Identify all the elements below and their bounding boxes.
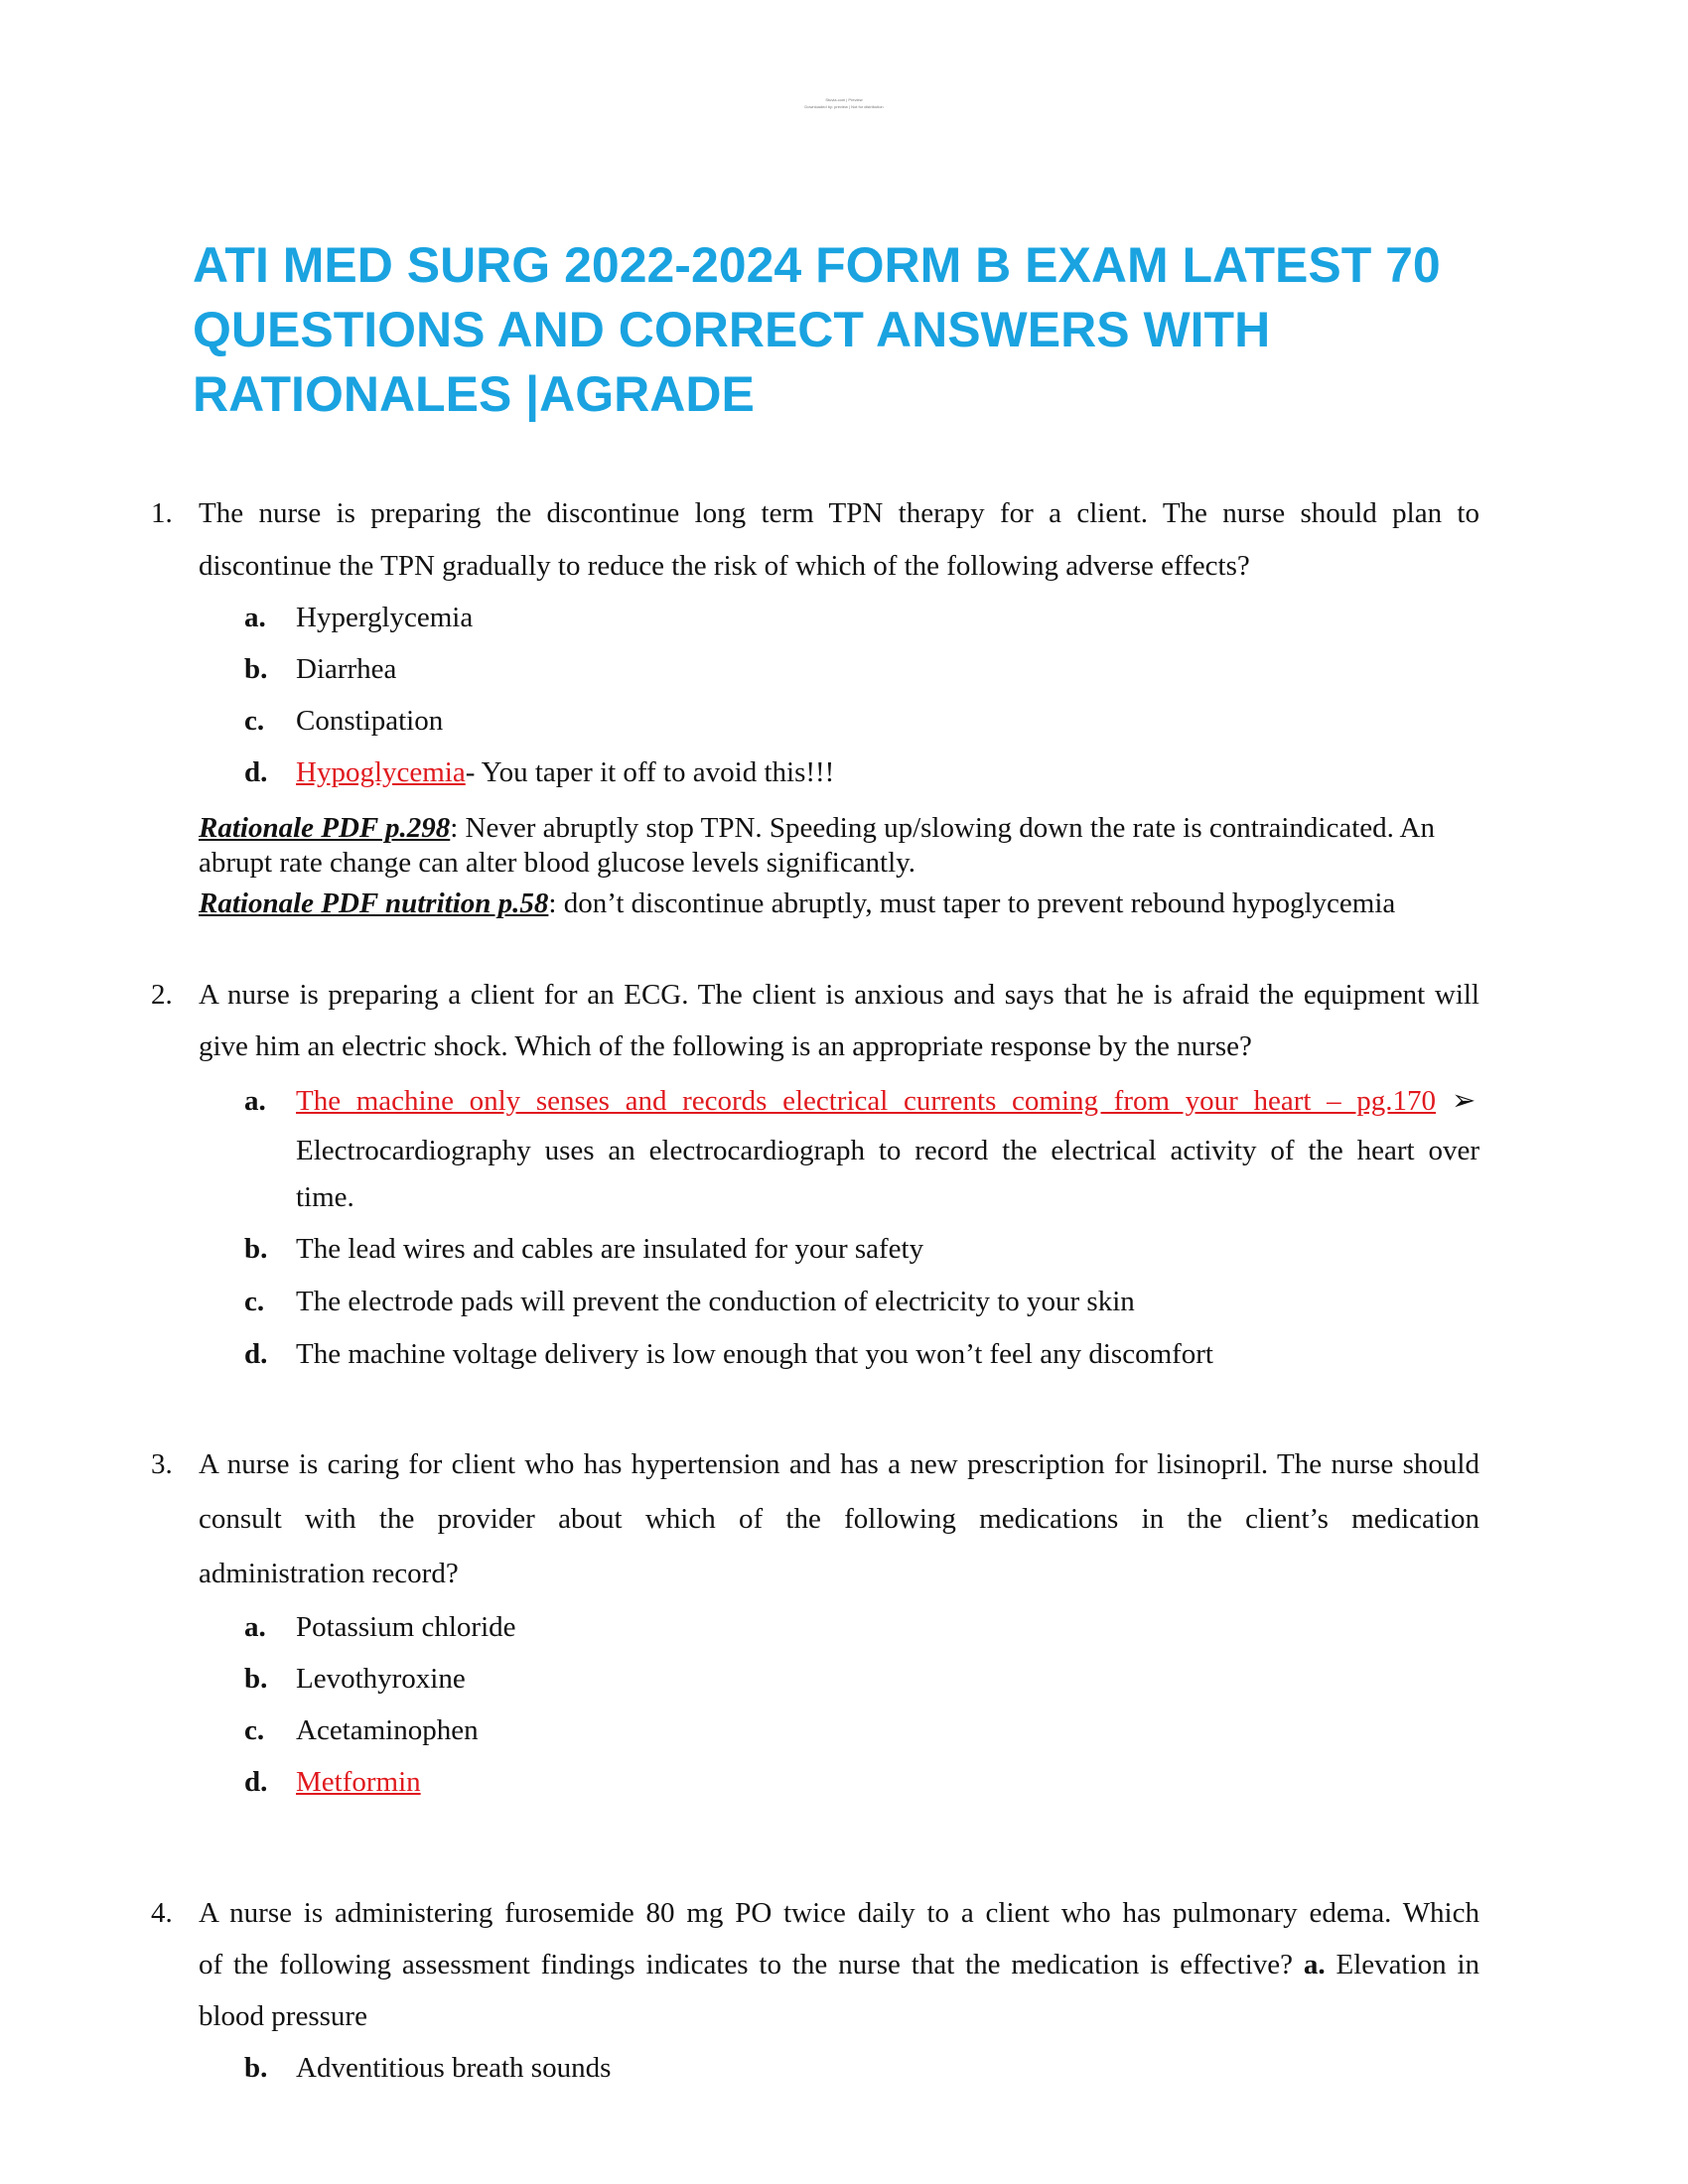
option-letter: a. bbox=[244, 602, 266, 633]
arrow-icon: ➢ bbox=[1452, 1085, 1477, 1117]
option-text: Acetaminophen bbox=[296, 1714, 479, 1746]
question-text-line: A nurse is caring for client who has hypertension and has a new prescription for lisinopril. The nurse should bbox=[199, 1448, 1479, 1480]
rationale-text: : don’t discontinue abruptly, must taper to prevent rebound hypoglycemia bbox=[548, 887, 1396, 919]
rationale-line bbox=[199, 811, 1479, 845]
option-letter: c. bbox=[244, 705, 265, 737]
question-text: of the following assessment findings indicates to the nurse that the medication is effective? bbox=[199, 1949, 1294, 1980]
option-letter: d. bbox=[244, 756, 268, 788]
question-text-line: A nurse is administering furosemide 80 mg PO twice daily to a client who has pulmonary edema. Which bbox=[199, 1897, 1479, 1929]
question-number: 3. bbox=[151, 1448, 173, 1480]
option-letter: b. bbox=[244, 1663, 268, 1695]
option-letter: a. bbox=[244, 1085, 266, 1117]
option-text: Diarrhea bbox=[296, 653, 397, 685]
option-letter: b. bbox=[244, 2052, 268, 2084]
header-line-1: Stuvia.com | Preview bbox=[825, 97, 863, 102]
question-text-line: The nurse is preparing the discontinue long term TPN therapy for a client. The nurse should plan to bbox=[199, 497, 1479, 529]
option-text: The electrode pads will prevent the conduction of electricity to your skin bbox=[296, 1286, 1135, 1317]
option-letter: a. bbox=[244, 1611, 266, 1643]
question-number: 4. bbox=[151, 1897, 173, 1929]
question-text-line: consult with the provider about which of the following medications in the client’s medication bbox=[199, 1503, 1479, 1535]
rationale-line: abrupt rate change can alter blood glucose levels significantly. bbox=[199, 847, 916, 879]
header-line-2: Downloaded by: preview | Not for distribution bbox=[804, 104, 884, 109]
option-text: Adventitious breath sounds bbox=[296, 2052, 612, 2084]
option-text: Constipation bbox=[296, 705, 444, 737]
correct-answer: The machine only senses and records electrical currents coming from your heart – pg.170 bbox=[296, 1085, 1436, 1117]
option-correct bbox=[296, 755, 834, 789]
option-letter: a. bbox=[1303, 1949, 1326, 1980]
option-explanation: time. bbox=[296, 1181, 354, 1213]
option-letter: b. bbox=[244, 653, 268, 685]
document-title bbox=[193, 233, 1583, 427]
rationale-text: : Never abruptly stop TPN. Speeding up/slowing down the rate is contraindicated. An bbox=[450, 812, 1435, 844]
question-text-line: discontinue the TPN gradually to reduce the risk of which of the following adverse effects? bbox=[199, 550, 1250, 582]
rationale-label: Rationale PDF p.298 bbox=[199, 812, 451, 844]
question-text-line: give him an electric shock. Which of the following is an appropriate response by the nurse? bbox=[199, 1030, 1252, 1062]
correct-answer: Hypoglycemia bbox=[296, 756, 466, 788]
option-letter: c. bbox=[244, 1714, 265, 1746]
option-letter: c. bbox=[244, 1286, 265, 1317]
option-letter: d. bbox=[244, 1338, 268, 1370]
option-text: The lead wires and cables are insulated for your safety bbox=[296, 1233, 924, 1265]
option-letter: b. bbox=[244, 1233, 268, 1265]
option-explanation: Electrocardiography uses an electrocardiograph to record the electrical activity of the heart over bbox=[296, 1135, 1479, 1166]
rationale-label: Rationale PDF nutrition p.58 bbox=[199, 887, 549, 919]
option-text: Potassium chloride bbox=[296, 1611, 516, 1643]
title-line-1: ATI MED SURG 2022-2024 FORM B EXAM LATEST 70 bbox=[193, 237, 1441, 293]
question-text-line: A nurse is preparing a client for an ECG. The client is anxious and says that he is afraid the equipment will bbox=[199, 979, 1479, 1011]
question-number: 1. bbox=[151, 497, 173, 529]
option-letter: d. bbox=[244, 1766, 268, 1798]
option-text: Hyperglycemia bbox=[296, 602, 474, 633]
option-text: Levothyroxine bbox=[296, 1663, 466, 1695]
answer-note: - You taper it off to avoid this!!! bbox=[465, 756, 835, 788]
option-text: The machine voltage delivery is low enough that you won’t feel any discomfort bbox=[296, 1338, 1213, 1370]
correct-answer: Metformin bbox=[296, 1766, 421, 1798]
question-text-line bbox=[199, 1948, 1479, 1981]
option-text: Elevation in bbox=[1336, 1949, 1480, 1980]
question-text-line: administration record? bbox=[199, 1558, 459, 1589]
title-line-2: QUESTIONS AND CORRECT ANSWERS WITH bbox=[193, 302, 1271, 357]
rationale-line bbox=[199, 887, 1479, 920]
title-line-3: RATIONALES |AGRADE bbox=[193, 366, 755, 422]
option-text-continued: blood pressure bbox=[199, 2000, 367, 2032]
question-number: 2. bbox=[151, 979, 173, 1011]
